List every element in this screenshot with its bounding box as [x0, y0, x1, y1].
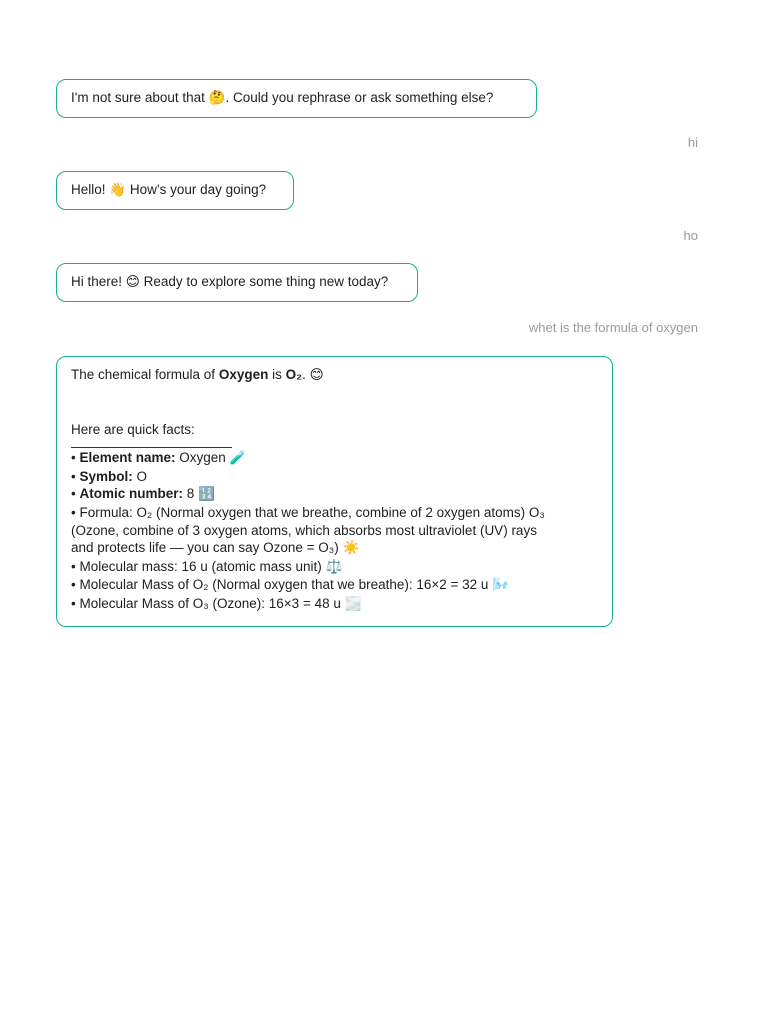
- fact-label: Symbol:: [79, 468, 133, 484]
- message-text: • Molecular Mass of O₃ (Ozone): 16×3 = 48 u: [71, 595, 345, 611]
- fact-item: [71, 576, 598, 595]
- smiling-face-icon: 😊: [125, 274, 140, 290]
- message-text: Ready to explore some thing new today?: [139, 274, 389, 289]
- fact-item-continued: (Ozone, combine of 3 oxygen atoms, which absorbs most ultraviolet (UV) rays: [71, 522, 537, 538]
- balance-scale-icon: ⚖️: [325, 558, 343, 575]
- user-message: whet is the formula of oxygen: [528, 320, 698, 335]
- sun-icon: ☀️: [342, 540, 360, 557]
- fact-item: [71, 449, 598, 468]
- message-text: • Molecular Mass of O₂ (Normal oxygen that we breathe): 16×2 = 32 u: [71, 577, 493, 593]
- fact-item: [71, 468, 598, 486]
- fact-value: Oxygen: [175, 450, 230, 466]
- intro-line: [71, 366, 598, 385]
- fact-item: [71, 558, 598, 577]
- bot-message: [56, 356, 613, 627]
- test-tube-icon: 🧪: [229, 450, 247, 467]
- message-text: How’s your day going?: [126, 182, 267, 197]
- divider: [71, 438, 232, 448]
- message-text: Hi there!: [71, 274, 126, 289]
- bot-message: [56, 171, 294, 210]
- bold-term: Oxygen: [218, 367, 269, 382]
- fact-item: [71, 485, 598, 504]
- bot-message: [56, 263, 418, 302]
- message-text: .: [302, 367, 310, 382]
- bullet: •: [71, 486, 80, 502]
- message-text: The chemical formula of: [71, 367, 219, 382]
- numbers-icon: 🔢: [198, 486, 215, 503]
- fact-item: • Formula: O₂ (Normal oxygen that we breathe, combine of 2 oxygen atoms) O₃: [71, 504, 545, 520]
- spacer: [71, 385, 598, 421]
- message-text: and protects life — you can say Ozone = O₃): [71, 540, 343, 556]
- facts-heading: Here are quick facts:: [71, 421, 195, 437]
- message-text: • Molecular mass: 16 u (atomic mass unit): [71, 558, 326, 574]
- fact-item-continued: [71, 539, 598, 558]
- bullet: •: [71, 468, 80, 484]
- thinking-face-icon: 🤔: [208, 90, 226, 106]
- fact-value: 8: [183, 486, 199, 502]
- message-text: is: [268, 367, 286, 382]
- bot-message: [56, 79, 537, 118]
- smiling-face-icon: 😊: [309, 367, 324, 383]
- wind-icon: 🌬️: [492, 577, 509, 594]
- waving-hand-icon: 👋: [109, 182, 127, 198]
- fact-value: O: [132, 468, 148, 484]
- message-text: . Could you rephrase or ask something else?: [225, 90, 494, 105]
- bullet: •: [71, 450, 80, 466]
- fog-icon: 🌫️: [344, 595, 362, 612]
- fact-label: Atomic number:: [79, 486, 183, 502]
- fact-item: [71, 595, 598, 614]
- user-message: hi: [687, 135, 698, 150]
- fact-label: Element name:: [79, 450, 176, 466]
- message-text: Hello!: [71, 182, 110, 197]
- formula-text: O₂: [285, 367, 303, 382]
- user-message: ho: [683, 228, 698, 243]
- message-text: I'm not sure about that: [71, 90, 209, 105]
